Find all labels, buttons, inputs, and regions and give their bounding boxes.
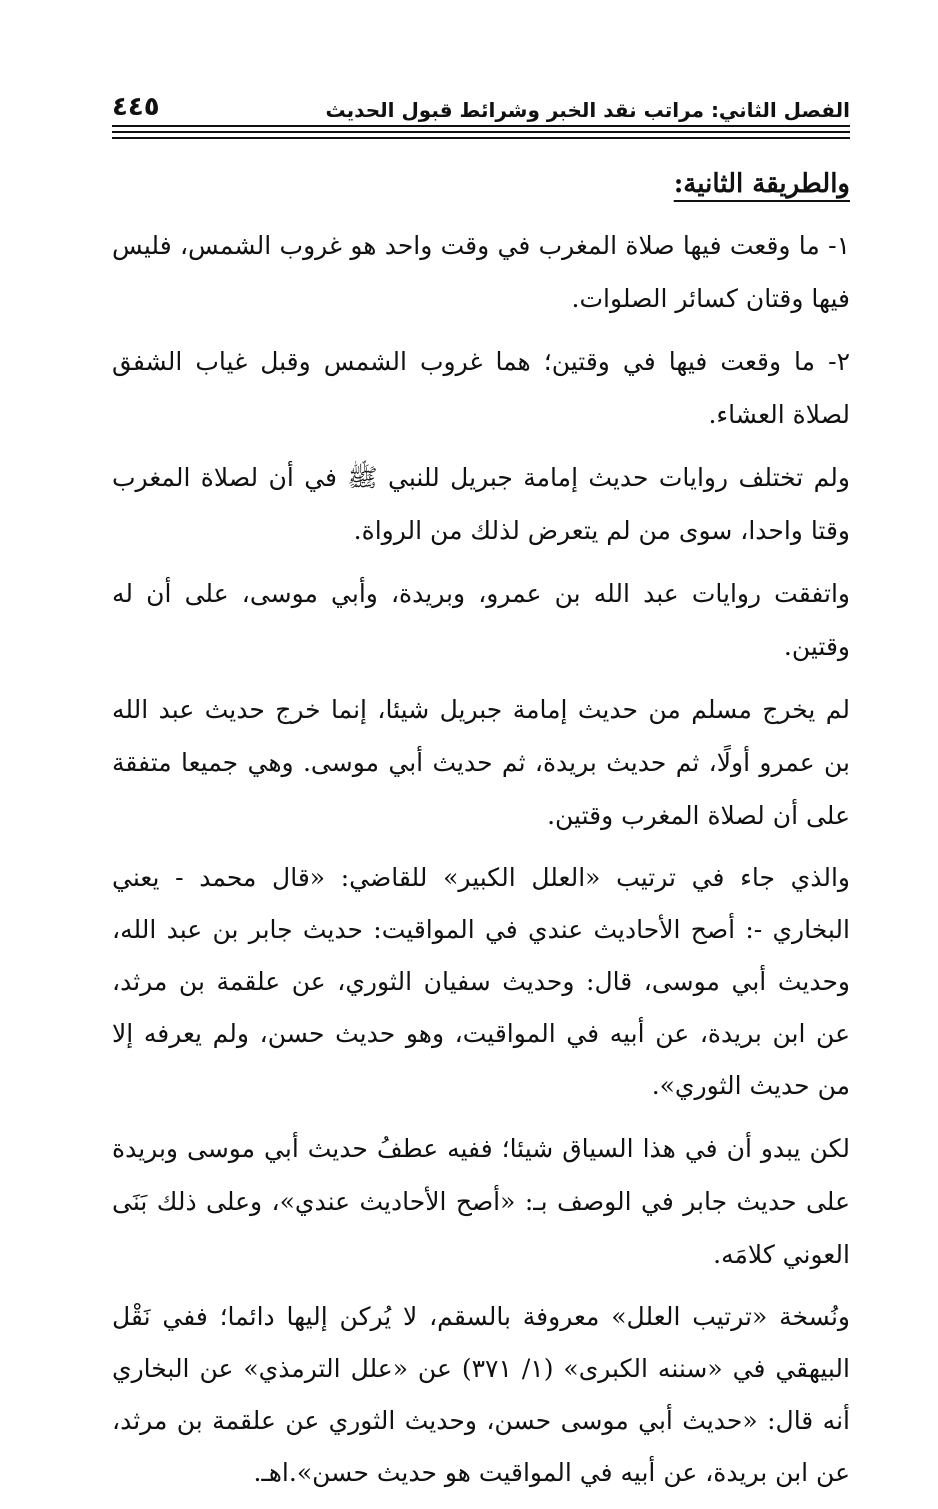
paragraph: والذي جاء في ترتيب «العلل الكبير» للقاضي: «قال محمد - يعني البخاري -: أصح الأحاديث عندي في المواقيت: حديث جابر بن عبد الله، وحديث أبي موسى، قال: وحديث سفيان الثوري، عن علقمة بن مرثد، عن ابن بريدة، عن أبيه في المواقيت، وهو حديث حسن، ولم يعرفه إلا من حديث الثوري». <box>112 863 850 1100</box>
paragraph: ولم تختلف روايات حديث إمامة جبريل للنبي ﷺ في أن لصلاة المغرب وقتا واحدا، سوى من لم يتعرض لذلك من الرواة. <box>112 463 850 545</box>
running-title: الفصل الثاني: مراتب نقد الخبر وشرائط قبول الحديث <box>325 98 850 122</box>
paragraph: ٢- ما وقعت فيها في وقتين؛ هما غروب الشمس وقبل غياب الشفق لصلاة العشاء. <box>112 347 850 429</box>
header-rule-bottom <box>112 137 850 139</box>
paragraph: لم يخرج مسلم من حديث إمامة جبريل شيئا، إنما خرج حديث عبد الله بن عمرو أولًا، ثم حديث بريدة، ثم حديث أبي موسى. وهي جميعا متفقة على أن لصلاة المغرب وقتين. <box>112 695 850 830</box>
body-text <box>112 158 850 1509</box>
paragraph: لكن يبدو أن في هذا السياق شيئا؛ ففيه عطفُ حديث أبي موسى وبريدة على حديث جابر في الوصف بـ: «أصح الأحاديث عندي»، وعلى ذلك بَنَى العوني كلامَه. <box>112 1134 850 1269</box>
paragraph: ونُسخة «ترتيب العلل» معروفة بالسقم، لا يُركن إليها دائما؛ ففي نَقْل البيهقي في «سننه الكبرى» (١/ ٣٧١) عن «علل الترمذي» عن البخاري أنه قال: «حديث أبي موسى حسن، وحديث الثوري عن علقمة بن مرثد، عن ابن بريدة، عن أبيه في المواقيت هو حديث حسن».اهـ. <box>112 1302 850 1487</box>
page-number: ٤٤٥ <box>112 92 160 122</box>
header-rule-middle <box>112 131 850 133</box>
page-header <box>112 82 850 122</box>
paragraph: واتفقت روايات عبد الله بن عمرو، وبريدة، وأبي موسى، على أن له وقتين. <box>112 579 850 661</box>
section-heading: والطريقة الثانية: <box>673 169 850 199</box>
paragraph: ١- ما وقعت فيها صلاة المغرب في وقت واحد هو غروب الشمس، فليس فيها وقتان كسائر الصلوات. <box>112 231 850 313</box>
header-rule-top <box>112 125 850 127</box>
